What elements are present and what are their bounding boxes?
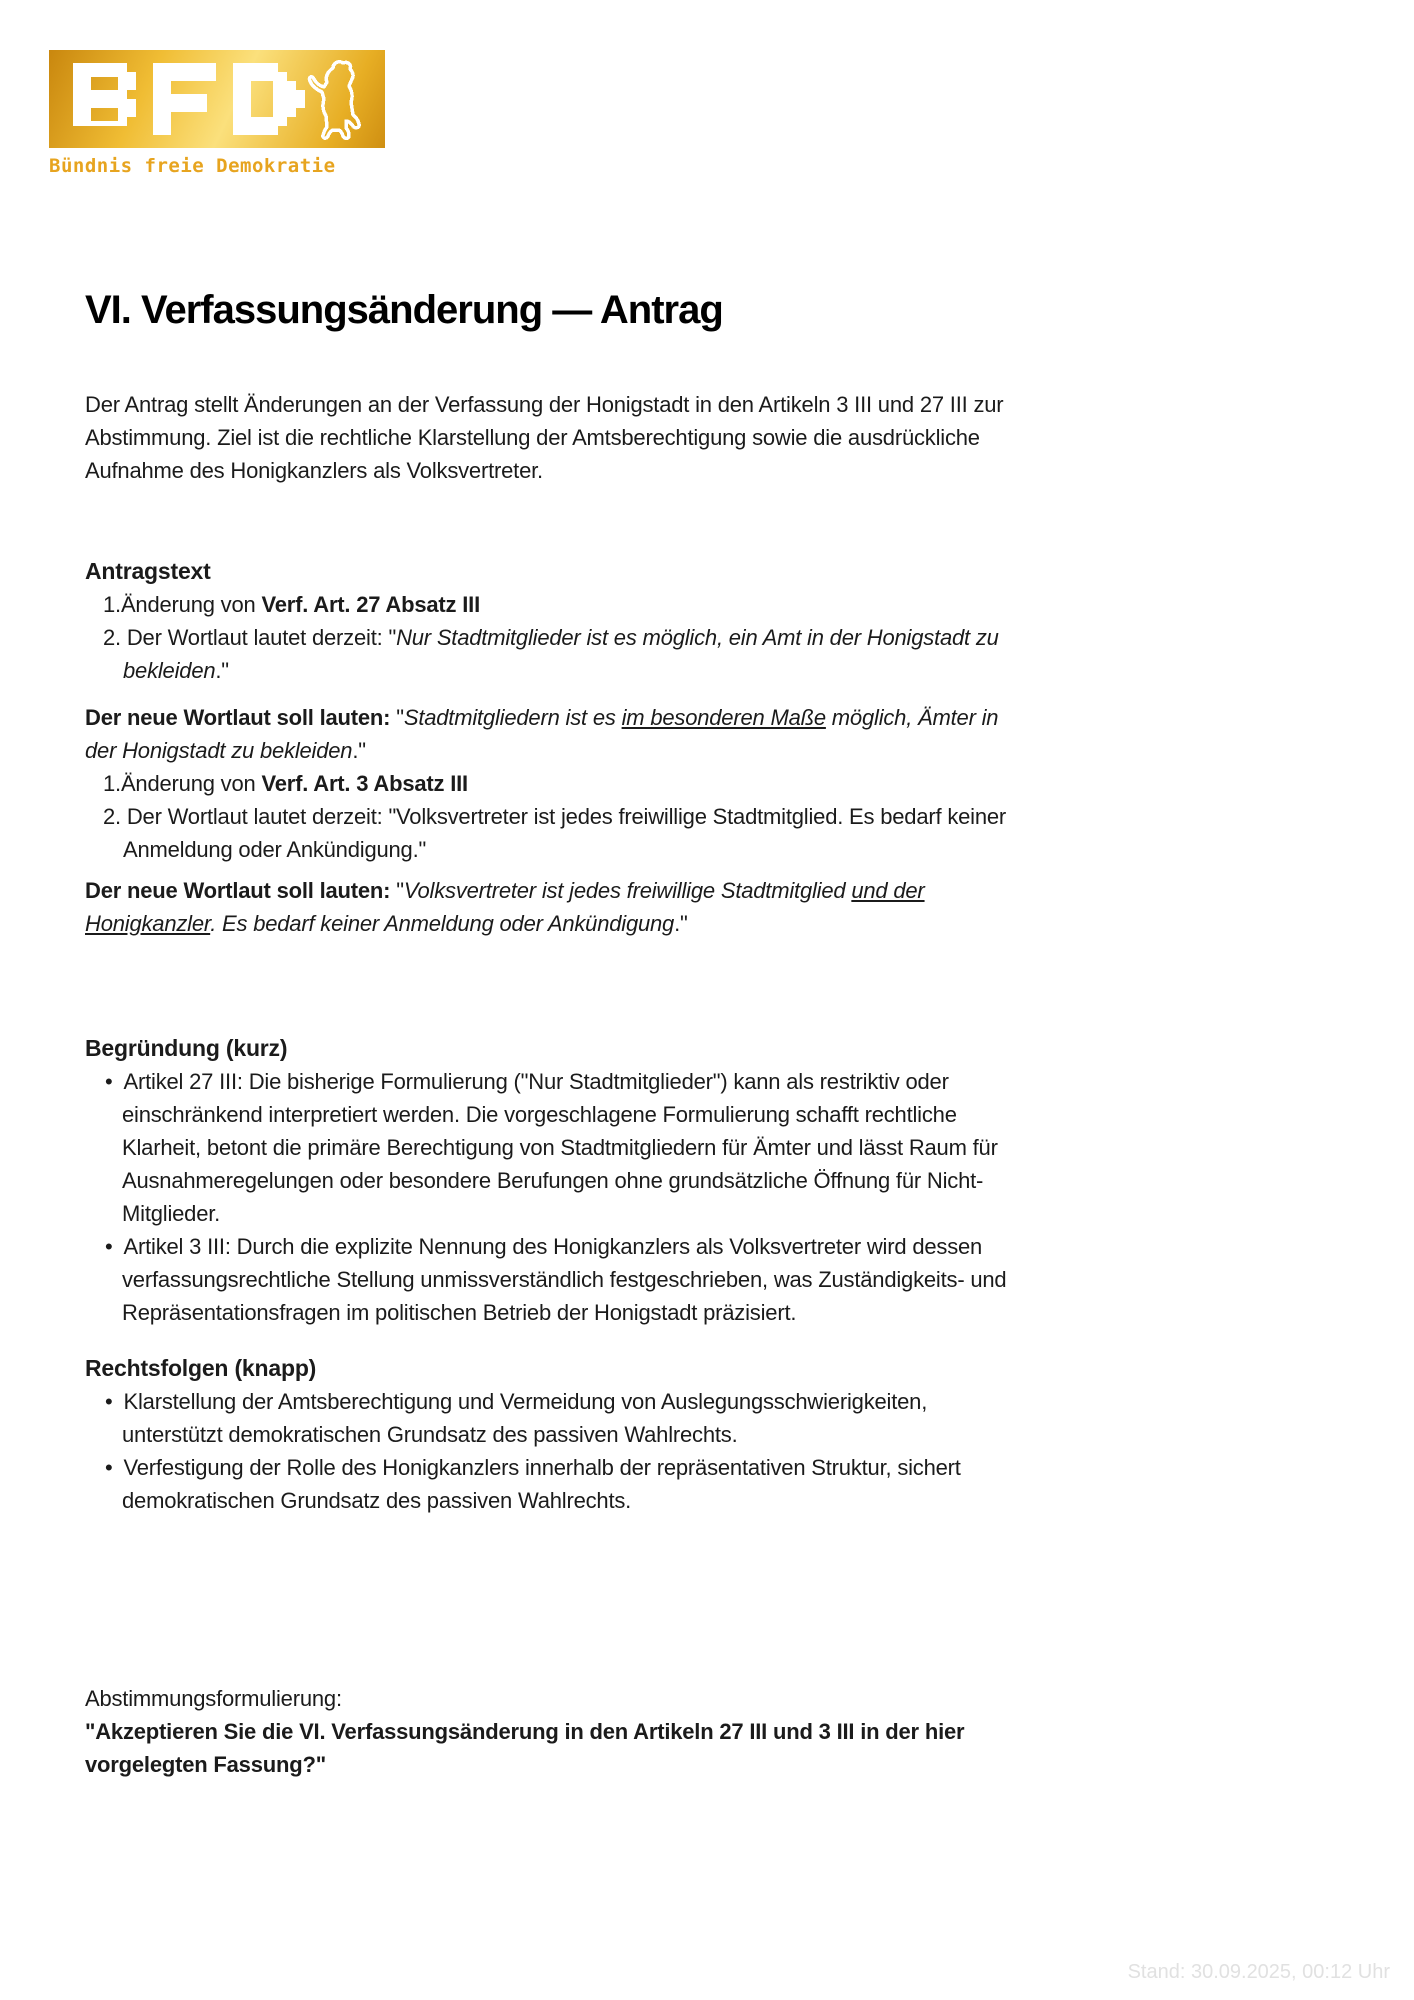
footer-timestamp: Stand: 30.09.2025, 00:12 Uhr <box>1127 1961 1390 1983</box>
berlin-bear-icon <box>309 62 359 138</box>
quote-open: " <box>390 878 404 903</box>
underlined-change: und der Honigkanzler <box>85 878 925 936</box>
list-item-text: Der Wortlaut lautet derzeit: " <box>120 625 397 650</box>
list-item-text: ." <box>215 658 229 683</box>
section-heading-begruendung: Begründung (kurz) <box>85 1035 288 1061</box>
list-item <box>85 800 1007 866</box>
new-wording-text: möglich, Ämter in der Honigstadt zu bekleiden <box>85 705 999 763</box>
bullet-text: Klarstellung der Amtsberechtigung und Vermeidung von Auslegungsschwierigkeiten, unterstützt demokratischen Grundsatz des passiven Wahlrechts. <box>122 1389 928 1447</box>
logo-subtitle: Bündnis freie Demokratie <box>49 155 336 177</box>
vote-formulation-label: Abstimmungsformulierung: <box>85 1686 342 1711</box>
section-heading-antragstext: Antragstext <box>85 558 211 584</box>
bullet-text: Verfestigung der Rolle des Honigkanzlers innerhalb der repräsentativen Struktur, sichert demokratischen Grundsatz des passiven Wahlrechts. <box>122 1455 961 1513</box>
quote-open: " <box>390 705 404 730</box>
vote-question: "Akzeptieren Sie die VI. Verfassungsänderung in den Artikeln 27 III und 3 III in der hier vorgelegten Fassung?" <box>85 1719 965 1777</box>
list-item-text: Änderung von <box>120 771 262 796</box>
bullet-item <box>85 1065 1007 1230</box>
section-heading-rechtsfolgen: Rechtsfolgen (knapp) <box>85 1355 317 1381</box>
bullet-item <box>85 1451 1007 1517</box>
amendment-list-2 <box>85 767 1007 866</box>
list-number: 1. <box>103 592 121 617</box>
list-item-text: Der Wortlaut lautet derzeit: "Volksvertreter ist jedes freiwillige Stadtmitglied. Es bedarf keiner Anmeldung oder Ankündigung." <box>120 804 1007 862</box>
party-logo <box>49 50 385 177</box>
bullet-item <box>85 1385 1007 1451</box>
new-wording-text: Volksvertreter ist jedes freiwillige Stadtmitglied <box>403 878 852 903</box>
list-number: 2. <box>103 625 121 650</box>
bfd-pixel-letters <box>49 50 385 148</box>
new-wording-paragraph-2 <box>85 874 1007 940</box>
list-number: 1. <box>103 771 121 796</box>
bullet-marker: • <box>105 1389 113 1414</box>
bullet-marker: • <box>105 1455 113 1480</box>
new-wording-text: . Es bedarf keiner Anmeldung oder Ankündigung <box>210 911 675 936</box>
bullet-text: Artikel 3 III: Durch die explizite Nennung des Honigkanzlers als Volksvertreter wird dessen verfassungsrechtliche Stellung unmissverständlich festgeschrieben, was Zuständigkeits- und Repräsentationsfragen im politischen Betrieb der Honigstadt präzisiert. <box>122 1234 1007 1325</box>
quote-close: ." <box>674 911 688 936</box>
quote-close: ." <box>352 738 366 763</box>
list-item <box>85 767 1007 800</box>
bullet-item <box>85 1230 1007 1329</box>
article-reference: Verf. Art. 27 Absatz III <box>261 592 480 617</box>
bullet-marker: • <box>105 1234 113 1259</box>
rechtsfolgen-bullet-list <box>85 1385 1007 1517</box>
list-item <box>85 588 1007 621</box>
amendment-list-1 <box>85 588 1007 687</box>
new-wording-label: Der neue Wortlaut soll lauten: <box>85 705 391 730</box>
new-wording-paragraph-1 <box>85 701 1007 767</box>
underlined-change: im besonderen Maße <box>621 705 826 730</box>
bullet-text: Artikel 27 III: Die bisherige Formulierung ("Nur Stadtmitglieder") kann als restriktiv oder einschränkend interpretiert werden. Die vorgeschlagene Formulierung schafft rechtliche Klarheit, betont die primäre Berechtigung von Stadtmitgliedern für Ämter und lässt Raum für Ausnahmeregelungen oder besondere Berufungen ohne grundsätzliche Öffnung für Nicht-Mitglieder. <box>122 1069 998 1226</box>
article-reference: Verf. Art. 3 Absatz III <box>261 771 468 796</box>
intro-paragraph: Der Antrag stellt Änderungen an der Verfassung der Honigstadt in den Artikeln 3 III und 27 III zur Abstimmung. Ziel ist die rechtliche Klarstellung der Amtsberechtigung sowie die ausdrückliche Aufnahme des Honigkanzlers als Volksvertreter. <box>85 392 1004 483</box>
current-wording-quote: Nur Stadtmitglieder ist es möglich, ein Amt in der Honigstadt zu bekleiden <box>123 625 999 683</box>
bfd-logo-badge <box>49 50 385 148</box>
list-item-text: Änderung von <box>120 592 262 617</box>
new-wording-text: Stadtmitgliedern ist es <box>403 705 622 730</box>
list-item <box>85 621 1007 687</box>
bullet-marker: • <box>105 1069 113 1094</box>
begruendung-bullet-list <box>85 1065 1007 1329</box>
document-body <box>85 287 1007 1781</box>
new-wording-label: Der neue Wortlaut soll lauten: <box>85 878 391 903</box>
list-number: 2. <box>103 804 121 829</box>
page-title: VI. Verfassungsänderung — Antrag <box>85 288 723 332</box>
